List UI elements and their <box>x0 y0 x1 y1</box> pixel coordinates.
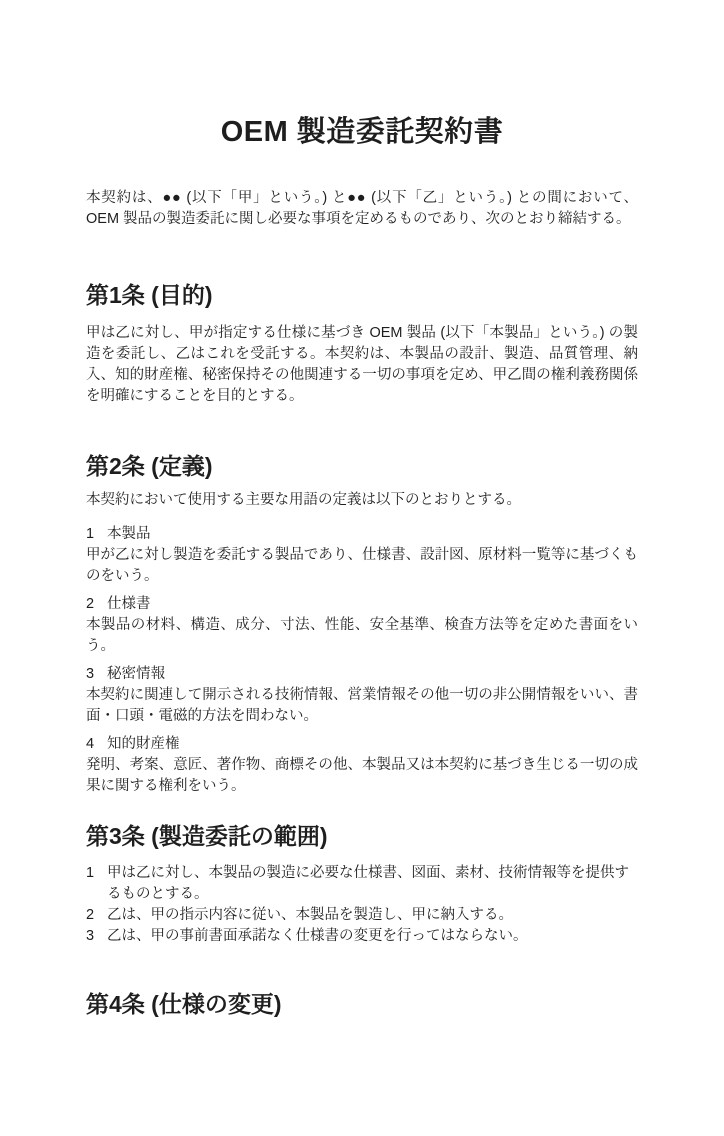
clause-number: 2 <box>86 907 95 923</box>
clause-number: 3 <box>86 928 95 944</box>
definition-desc: 甲が乙に対し製造を委託する製品であり、仕様書、設計図、原材料一覧等に基づくものをいう。 <box>86 547 638 584</box>
definition-desc: 本製品の材料、構造、成分、寸法、性能、安全基準、検査方法等を定めた書面をいう。 <box>86 617 638 654</box>
page-title: OEM 製造委託契約書 <box>220 116 504 148</box>
clause-text: 甲は乙に対し、本製品の製造に必要な仕様書、図面、素材、技術情報等を提供するものとする。 <box>107 865 629 902</box>
list-item <box>86 863 638 905</box>
clause-number: 1 <box>86 865 95 881</box>
definition-term <box>86 734 638 755</box>
definition-number: 1 <box>86 526 95 542</box>
definition-number: 2 <box>86 596 95 612</box>
definition-term <box>86 524 638 545</box>
definition-item <box>86 734 638 797</box>
article-2-heading: 第2条 (定義) <box>86 453 213 479</box>
definition-number: 3 <box>86 666 95 682</box>
clause-text: 乙は、甲の事前書面承諾なく仕様書の変更を行ってはならない。 <box>107 928 528 944</box>
list-item <box>86 905 638 926</box>
intro-paragraph: 本契約は、●● (以下「甲」という。) と●● (以下「乙」という。) との間において、OEM 製品の製造委託に関し必要な事項を定めるものであり、次のとおり締結する。 <box>86 190 638 227</box>
definition-item <box>86 594 638 657</box>
definition-number: 4 <box>86 736 95 752</box>
article-3-heading: 第3条 (製造委託の範囲) <box>86 823 328 849</box>
contract-document-page <box>0 112 724 1136</box>
article-2-lead: 本契約において使用する主要な用語の定義は以下のとおりとする。 <box>86 492 521 508</box>
definition-desc: 本契約に関連して開示される技術情報、営業情報その他一切の非公開情報をいい、書面・口頭・電磁的方法を問わない。 <box>86 687 638 724</box>
definition-term-label: 知的財産権 <box>107 736 180 752</box>
definition-term <box>86 664 638 685</box>
article-3-clauses <box>86 863 638 947</box>
definition-term-label: 秘密情報 <box>107 666 165 682</box>
definition-item <box>86 524 638 587</box>
list-item <box>86 926 638 947</box>
article-1-heading: 第1条 (目的) <box>86 282 213 308</box>
definition-term-label: 本製品 <box>107 526 151 542</box>
article-1-body: 甲は乙に対し、甲が指定する仕様に基づき OEM 製品 (以下「本製品」という。) の製造を委託し、乙はこれを受託する。本契約は、本製品の設計、製造、品質管理、納入、知的財産権、秘密保持その他関連する一切の事項を定め、甲乙間の権利義務関係を明確にすることを目的とする。 <box>86 325 638 404</box>
definition-desc: 発明、考案、意匠、著作物、商標その他、本製品又は本契約に基づき生じる一切の成果に関する権利をいう。 <box>86 757 638 794</box>
clause-text: 乙は、甲の指示内容に従い、本製品を製造し、甲に納入する。 <box>107 907 513 923</box>
definition-term-label: 仕様書 <box>107 596 151 612</box>
article-4-heading: 第4条 (仕様の変更) <box>86 991 282 1017</box>
definition-term <box>86 594 638 615</box>
definition-item <box>86 664 638 727</box>
